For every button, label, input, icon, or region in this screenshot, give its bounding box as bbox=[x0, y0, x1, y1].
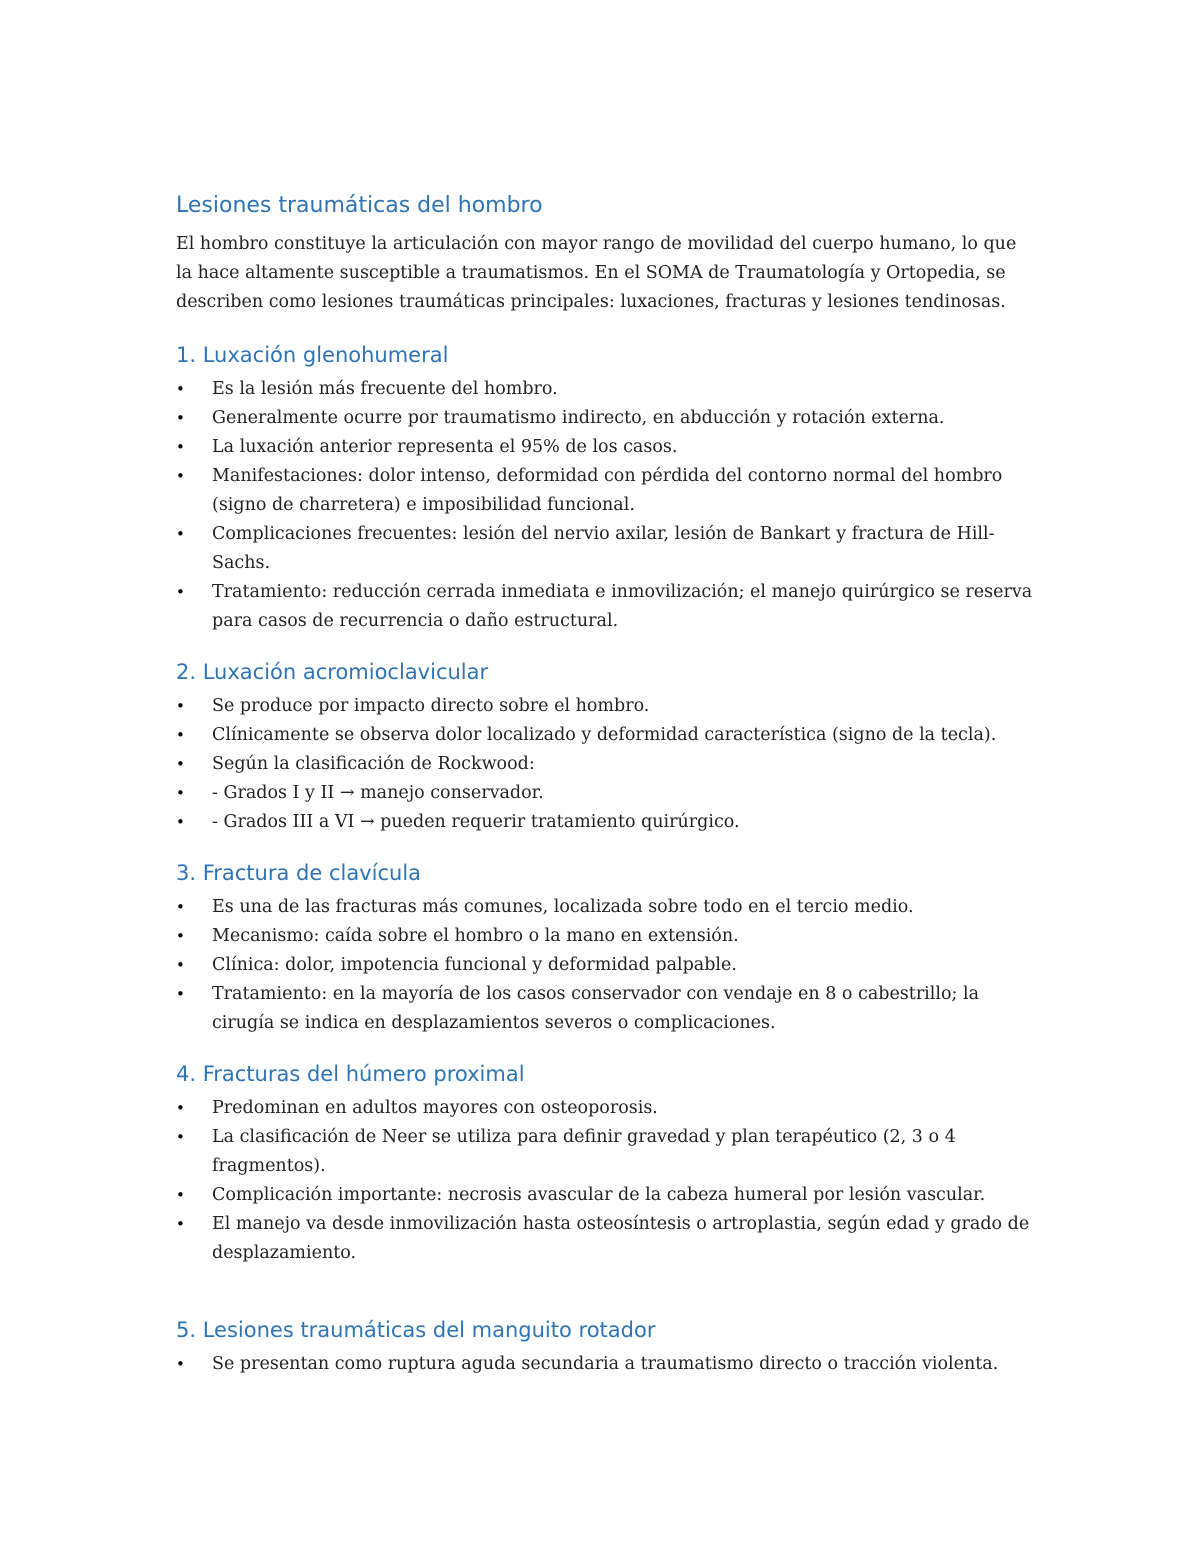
bullet-list bbox=[176, 375, 1036, 636]
bullet-list bbox=[176, 1094, 1036, 1268]
list-item bbox=[176, 750, 1036, 779]
bullet-list bbox=[176, 893, 1036, 1038]
list-item-text: Generalmente ocurre por traumatismo indirecto, en abducción y rotación externa. bbox=[212, 408, 945, 428]
bullet-icon: • bbox=[176, 1215, 185, 1233]
list-item-text: Se presentan como ruptura aguda secundaria a traumatismo directo o tracción violenta. bbox=[212, 1354, 999, 1374]
list-item bbox=[176, 404, 1036, 433]
bullet-icon: • bbox=[176, 409, 185, 427]
list-item bbox=[176, 779, 1036, 808]
bullet-icon: • bbox=[176, 1186, 185, 1204]
section-luxacion-acromioclavicular bbox=[176, 656, 1036, 837]
list-item-text: Complicaciones frecuentes: lesión del nervio axilar, lesión de Bankart y fractura de Hill-Sachs. bbox=[212, 524, 995, 573]
list-item bbox=[176, 922, 1036, 951]
bullet-icon: • bbox=[176, 583, 185, 601]
section-manguito-rotador bbox=[176, 1314, 1036, 1379]
bullet-icon: • bbox=[176, 813, 185, 831]
section-luxacion-glenohumeral bbox=[176, 339, 1036, 636]
list-item-text: Predominan en adultos mayores con osteoporosis. bbox=[212, 1098, 658, 1118]
bullet-icon: • bbox=[176, 784, 185, 802]
section-fracturas-humero-proximal bbox=[176, 1058, 1036, 1268]
bullet-icon: • bbox=[176, 1099, 185, 1117]
list-item-text: Es una de las fracturas más comunes, localizada sobre todo en el tercio medio. bbox=[212, 897, 914, 917]
bullet-icon: • bbox=[176, 697, 185, 715]
list-item-text: Manifestaciones: dolor intenso, deformidad con pérdida del contorno normal del hombro (signo de charretera) e imposibilidad funcional. bbox=[212, 466, 1003, 515]
list-item bbox=[176, 375, 1036, 404]
list-item-text: - Grados III a VI → pueden requerir tratamiento quirúrgico. bbox=[212, 812, 740, 832]
bullet-icon: • bbox=[176, 755, 185, 773]
list-item-text: La luxación anterior representa el 95% de los casos. bbox=[212, 437, 678, 457]
document-title: Lesiones traumáticas del hombro bbox=[176, 193, 543, 218]
bullet-icon: • bbox=[176, 380, 185, 398]
bullet-list bbox=[176, 1350, 1036, 1379]
list-item bbox=[176, 578, 1036, 636]
list-item bbox=[176, 808, 1036, 837]
list-item-text: Clínica: dolor, impotencia funcional y deformidad palpable. bbox=[212, 955, 737, 975]
list-item-text: Mecanismo: caída sobre el hombro o la mano en extensión. bbox=[212, 926, 739, 946]
list-item-text: El manejo va desde inmovilización hasta osteosíntesis o artroplastia, según edad y grado de desplazamiento. bbox=[212, 1214, 1030, 1263]
list-item bbox=[176, 1094, 1036, 1123]
bullet-icon: • bbox=[176, 1128, 185, 1146]
bullet-icon: • bbox=[176, 985, 185, 1003]
bullet-icon: • bbox=[176, 927, 185, 945]
list-item-text: Se produce por impacto directo sobre el hombro. bbox=[212, 696, 650, 716]
list-item bbox=[176, 462, 1036, 520]
bullet-icon: • bbox=[176, 1355, 185, 1373]
intro-paragraph: El hombro constituye la articulación con mayor rango de movilidad del cuerpo humano, lo que la hace altamente susceptible a traumatismos. En el SOMA de Traumatología y Ortopedia, se describen como lesiones traumáticas principales: luxaciones, fracturas y lesiones tendinosas. bbox=[176, 234, 1017, 312]
list-item-text: Tratamiento: en la mayoría de los casos conservador con vendaje en 8 o cabestrillo; la cirugía se indica en desplazamientos severos o complicaciones. bbox=[212, 984, 980, 1033]
list-item bbox=[176, 520, 1036, 578]
section-heading: 1. Luxación glenohumeral bbox=[176, 343, 449, 367]
list-item-text: Es la lesión más frecuente del hombro. bbox=[212, 379, 558, 399]
list-item bbox=[176, 692, 1036, 721]
list-item bbox=[176, 433, 1036, 462]
section-fractura-clavicula bbox=[176, 857, 1036, 1038]
list-item-text: Tratamiento: reducción cerrada inmediata e inmovilización; el manejo quirúrgico se reserva para casos de recurrencia o daño estructural. bbox=[212, 582, 1033, 631]
section-heading: 5. Lesiones traumáticas del manguito rotador bbox=[176, 1318, 656, 1342]
list-item bbox=[176, 1123, 1036, 1181]
section-heading: 2. Luxación acromioclavicular bbox=[176, 660, 489, 684]
list-item bbox=[176, 721, 1036, 750]
bullet-icon: • bbox=[176, 956, 185, 974]
list-item bbox=[176, 1350, 1036, 1379]
list-item bbox=[176, 893, 1036, 922]
list-item bbox=[176, 980, 1036, 1038]
bullet-list bbox=[176, 692, 1036, 837]
list-item-text: - Grados I y II → manejo conservador. bbox=[212, 783, 544, 803]
bullet-icon: • bbox=[176, 898, 185, 916]
bullet-icon: • bbox=[176, 467, 185, 485]
list-item bbox=[176, 1210, 1036, 1268]
document-content bbox=[176, 190, 1036, 1399]
list-item-text: Según la clasificación de Rockwood: bbox=[212, 754, 535, 774]
section-heading: 3. Fractura de clavícula bbox=[176, 861, 422, 885]
list-item-text: Clínicamente se observa dolor localizado y deformidad característica (signo de la tecla). bbox=[212, 725, 997, 745]
list-item-text: La clasificación de Neer se utiliza para definir gravedad y plan terapéutico (2, 3 o 4 fragmentos). bbox=[212, 1127, 956, 1176]
bullet-icon: • bbox=[176, 438, 185, 456]
bullet-icon: • bbox=[176, 525, 185, 543]
bullet-icon: • bbox=[176, 726, 185, 744]
list-item-text: Complicación importante: necrosis avascular de la cabeza humeral por lesión vascular. bbox=[212, 1185, 986, 1205]
list-item bbox=[176, 951, 1036, 980]
list-item bbox=[176, 1181, 1036, 1210]
section-heading: 4. Fracturas del húmero proximal bbox=[176, 1062, 525, 1086]
